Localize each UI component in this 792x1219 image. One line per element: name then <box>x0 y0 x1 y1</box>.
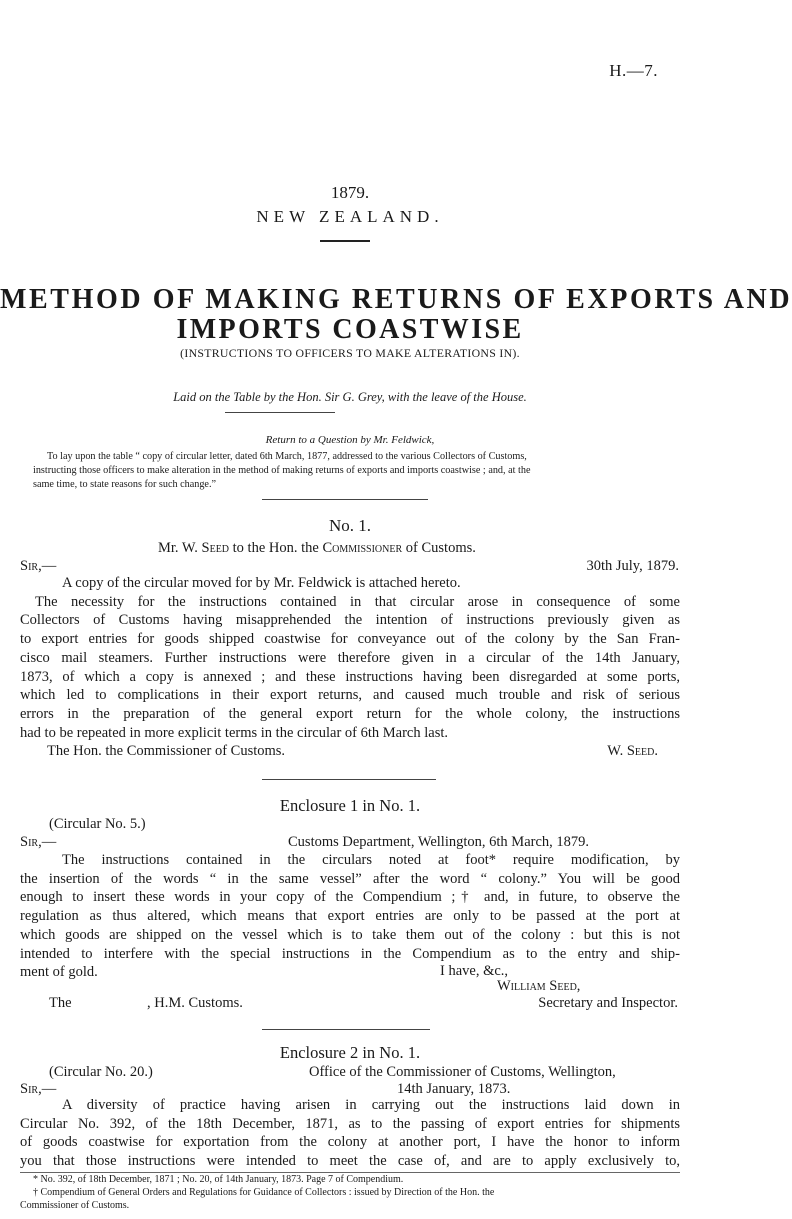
laid-note-divider <box>225 412 335 413</box>
enclosure1-dateline: Customs Department, Wellington, 6th March, 1879. <box>288 834 590 850</box>
country-heading: NEW ZEALAND. <box>256 207 444 226</box>
enclosure1-circular: (Circular No. 5.) <box>49 816 146 832</box>
document-title-line1: METHOD OF MAKING RETURNS OF EXPORTS AND <box>0 284 792 315</box>
enclosure1-signer: William Seed, <box>497 978 581 994</box>
enclosure1-line: The instructions contained in the circulars noted at foot* require modification, by <box>62 852 680 868</box>
no1-prefix: Mr. W. <box>158 540 198 556</box>
no1-closing-addressee: The Hon. the Commissioner of Customs. <box>47 743 286 759</box>
enclosure2-line: of goods coastwise for exportation from the colony at another port, I have the honor to inform <box>20 1134 680 1151</box>
no1-sender: Seed <box>201 540 230 556</box>
enclosure1-body <box>20 851 680 982</box>
no1-line: had to be repeated in more explicit terms in the circular of 6th March last. <box>20 724 448 741</box>
enclosure1-heading: Enclosure 1 in No. 1. <box>279 796 421 815</box>
return-note-line: instructing those officers to make alteration in the method of making returns of exports and imports coastwise ; and, at the <box>33 465 531 476</box>
return-note-line: same time, to state reasons for such change.” <box>33 479 217 490</box>
laid-on-table-note: Laid on the Table by the Hon. Sir G. Grey, with the leave of the House. <box>173 390 527 404</box>
no1-salutation: Sir,— <box>20 558 57 574</box>
no1-body <box>20 574 680 742</box>
footnote: Commissioner of Customs. <box>20 1200 130 1211</box>
enclosure1-closing: I have, &c., <box>440 963 509 979</box>
page-reference: H.—7. <box>609 61 658 80</box>
no1-suffix: of Customs. <box>405 540 476 556</box>
enclosure2-line: you that those instructions were intended to meet the case of, and are to apply exclusively to, <box>20 1153 680 1170</box>
enclosure1-line: which goods are shipped on the vessel which is to take them out of the colony : but this is not <box>20 926 680 943</box>
section-divider <box>262 779 436 780</box>
enclosure1-line: intended to interfere with the special instructions in the Compendium as to the entry and ship- <box>20 945 680 962</box>
no1-heading: No. 1. <box>328 516 372 535</box>
no1-line: cisco mail steamers. Further instructions were therefore given in a circular of the 14th January, <box>20 649 680 666</box>
enclosure2-salutation: Sir,— <box>20 1081 57 1097</box>
enclosure1-salutation: Sir,— <box>20 834 57 850</box>
no1-line: A copy of the circular moved for by Mr. Feldwick is attached hereto. <box>62 575 461 591</box>
enclosure1-line: ment of gold. <box>20 964 98 981</box>
no1-from-to <box>158 540 476 557</box>
footnote: * No. 392, of 18th December, 1871 ; No. 20, of 14th January, 1873. Page 7 of Compendium. <box>33 1174 404 1185</box>
document-title-line2: IMPORTS COASTWISE <box>176 314 524 345</box>
enclosure2-date: 14th January, 1873. <box>397 1081 511 1097</box>
no1-line: 1873, of which a copy is annexed ; and these instructions having been disregarded at some ports, <box>20 668 680 685</box>
return-note-line: To lay upon the table “ copy of circular letter, dated 6th March, 1877, addressed to the various Collectors of Customs, <box>47 451 527 462</box>
return-note-heading: Return to a Question by Mr. Feldwick, <box>265 434 435 446</box>
enclosure1-addressee: The <box>49 995 72 1011</box>
section-divider <box>262 499 428 500</box>
no1-recipient: Commissioner <box>322 540 403 556</box>
no1-line: The necessity for the instructions contained in that circular arose in consequence of some <box>35 593 680 610</box>
enclosure1-line: enough to insert these words in your copy of the Compendium ;† and, in future, to observe the <box>20 889 680 906</box>
section-divider <box>262 1029 430 1030</box>
no1-line: which led to complications in their export returns, and caused much trouble and risk of serious <box>20 687 680 704</box>
no1-signature: W. Seed. <box>607 743 658 759</box>
footnote-divider <box>20 1172 680 1173</box>
enclosure1-line: regulation as thus altered, which means that export entries are only to be passed at the port at <box>20 908 680 925</box>
enclosure1-addressee-office: , H.M. Customs. <box>147 995 243 1011</box>
no1-middle: to the Hon. the <box>232 540 319 556</box>
document-subtitle: (INSTRUCTIONS TO OFFICERS TO MAKE ALTERATIONS IN). <box>180 346 520 360</box>
no1-line: Collectors of Customs having misapprehended the intention of instructions previously given as <box>20 612 680 629</box>
no1-date: 30th July, 1879. <box>586 558 679 574</box>
enclosure2-office: Office of the Commissioner of Customs, Wellington, <box>309 1064 616 1080</box>
enclosure1-signer-title: Secretary and Inspector. <box>538 995 678 1011</box>
enclosure2-line: Circular No. 392, of the 18th December, 1871, as to the passing of export entries for shipments <box>20 1115 680 1132</box>
no1-line: errors in the preparation of the general export return for the whole colony, the instructions <box>20 705 680 722</box>
year: 1879. <box>330 183 370 202</box>
enclosure1-line: the insertion of the words “ in the same vessel” after the word “ colony.” You will be good <box>20 870 680 887</box>
footnote: † Compendium of General Orders and Regulations for Guidance of Collectors : issued by Direction of the Hon. the <box>33 1187 495 1198</box>
enclosure2-body <box>20 1096 680 1171</box>
header-divider <box>320 240 370 242</box>
enclosure2-circular: (Circular No. 20.) <box>49 1064 153 1080</box>
enclosure2-heading: Enclosure 2 in No. 1. <box>279 1043 421 1062</box>
enclosure2-line: A diversity of practice having arisen in carrying out the instructions laid down in <box>62 1097 680 1113</box>
no1-line: to export entries for goods shipped coastwise for conveyance out of the colony by the San Fran- <box>20 631 680 648</box>
